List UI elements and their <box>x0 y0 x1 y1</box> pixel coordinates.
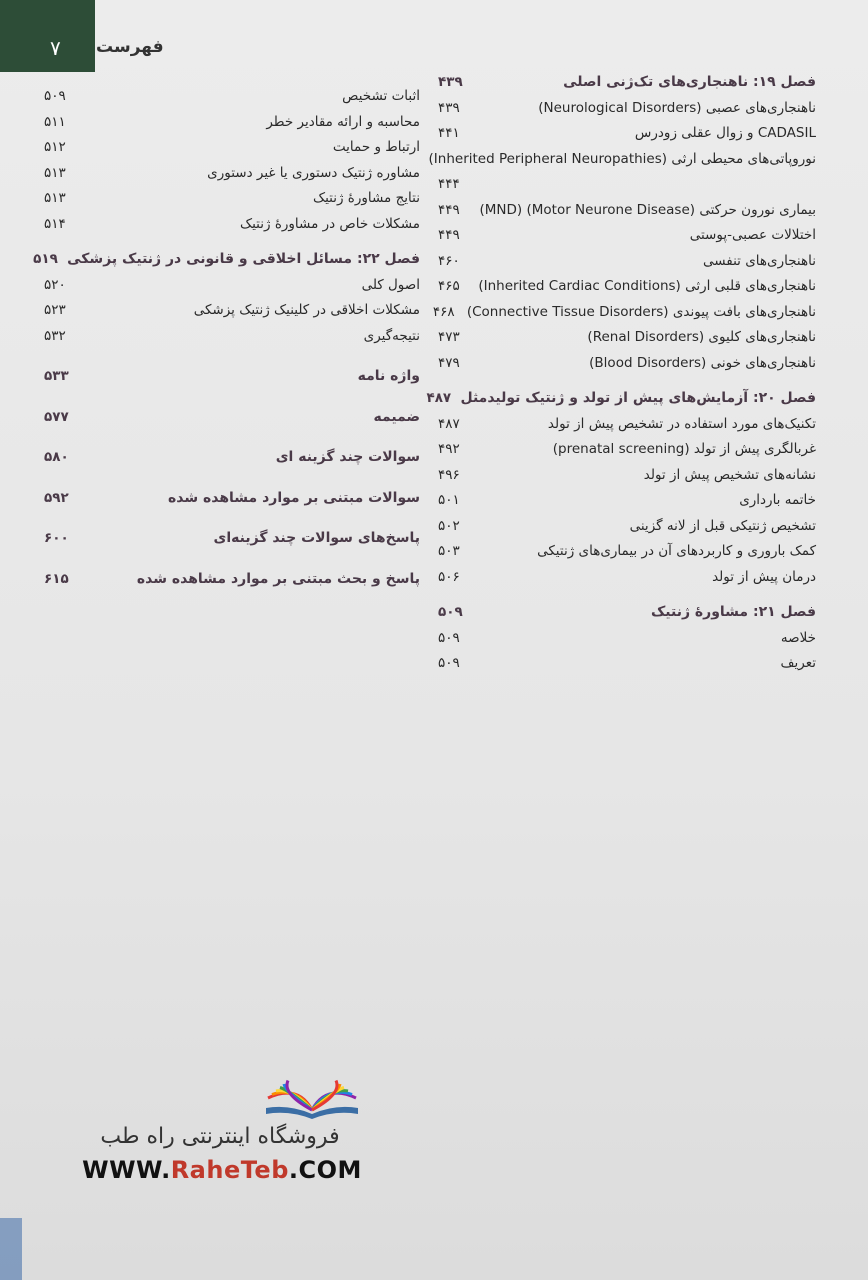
toc-entry <box>438 274 816 300</box>
entry-page-number: ۴۴۱ <box>438 125 460 142</box>
entry-title: تعریف <box>780 655 816 672</box>
entry-title: محاسبه و ارائه مقادیر خطر <box>266 113 420 130</box>
toc-spacer <box>44 471 420 486</box>
entry-title: فصل ۲۱: مشاورهٔ ژنتیک <box>650 604 816 621</box>
toc-entry <box>44 324 420 350</box>
toc-entry <box>438 514 816 540</box>
entry-page-number: ۵۰۹ <box>44 88 66 105</box>
entry-page-number: ۴۷۳ <box>438 329 460 346</box>
entry-page-number: ۴۴۹ <box>438 227 460 244</box>
chapter-heading <box>438 70 816 96</box>
chapter-heading <box>438 600 816 626</box>
entry-title: اختلالات عصبی-پوستی <box>689 227 816 244</box>
entry-title: درمان پیش از تولد <box>712 568 816 585</box>
entry-page-number: ۵۰۹ <box>438 604 463 621</box>
entry-page-number: ۴۸۷ <box>426 390 452 407</box>
toc-entry <box>44 273 420 299</box>
section-heading <box>44 567 420 593</box>
toc-entry <box>44 161 420 187</box>
entry-title: سوالات مبتنی بر موارد مشاهده شده <box>168 489 420 506</box>
entry-page-number: ۵۱۲ <box>44 139 66 156</box>
toc-entry <box>438 626 816 652</box>
chapter-heading <box>426 386 816 412</box>
toc-entry <box>438 565 816 591</box>
entry-title: ضمیمه <box>373 408 420 425</box>
entry-title: تکنیک‌های مورد استفاده در تشخیص پیش از تولد <box>547 415 816 432</box>
entry-title: ناهنجاری‌های خونی (Blood Disorders) <box>589 354 816 371</box>
entry-title: کمک باروری و کاربردهای آن در بیماری‌های ژنتیکی <box>537 543 816 560</box>
toc-right-column <box>426 70 816 677</box>
entry-page-number: ۵۱۴ <box>44 215 66 232</box>
entry-page-number: ۴۶۰ <box>438 252 460 269</box>
toc-entry <box>438 325 816 351</box>
entry-page-number: ۵۱۳ <box>44 164 66 181</box>
entry-page-number: ۵۱۱ <box>44 113 66 130</box>
entry-title: پاسخ و بحث مبتنی بر موارد مشاهده شده <box>136 570 420 587</box>
entry-title: فصل ۲۰: آزمایش‌های پیش از تولد و ژنتیک تولیدمثل <box>460 390 816 407</box>
toc-spacer <box>44 390 420 405</box>
header-tab <box>0 0 95 72</box>
entry-page-number: ۵۰۳ <box>438 543 460 560</box>
page-number: ۷ <box>50 36 61 60</box>
url-suffix: .COM <box>288 1156 362 1184</box>
section-heading <box>44 486 420 512</box>
entry-title: ناهنجاری‌های بافت پیوندی (Connective Tissue Disorders) <box>466 303 816 320</box>
toc-entry <box>432 300 816 326</box>
toc-spacer <box>44 430 420 445</box>
toc-entry <box>438 437 816 463</box>
toc-spacer <box>44 349 420 364</box>
entry-page-number: ۴۳۹ <box>438 99 460 116</box>
toc-entry <box>438 463 816 489</box>
entry-title: واژه نامه <box>357 368 420 385</box>
entry-page-number: ۵۲۰ <box>44 276 66 293</box>
toc-entry <box>44 186 420 212</box>
entry-page-number: ۵۸۰ <box>44 449 69 466</box>
corner-mark <box>0 1218 22 1280</box>
toc-entry <box>44 110 420 136</box>
entry-page-number: ۵۷۷ <box>44 408 69 425</box>
entry-page-number: ۴۸۷ <box>438 415 460 432</box>
entry-title: مشکلات اخلاقی در کلینیک ژنتیک پزشکی <box>193 302 420 319</box>
chapter-heading <box>33 247 420 273</box>
entry-title: اثبات تشخیص <box>342 88 420 105</box>
entry-page-number: ۵۰۶ <box>438 568 460 585</box>
entry-page-number: ۴۳۹ <box>438 74 463 91</box>
entry-page-number: ۵۹۲ <box>44 489 69 506</box>
entry-page-number: ۵۰۱ <box>438 492 460 509</box>
entry-page-number: ۵۰۹ <box>438 655 460 672</box>
entry-page-number: ۴۹۶ <box>438 466 460 483</box>
entry-title: نوروپاتی‌های محیطی ارثی (Inherited Peripheral Neuropathies) <box>428 150 816 167</box>
toc-entry <box>438 488 816 514</box>
section-heading <box>44 364 420 390</box>
entry-page-number: ۴۹۲ <box>438 441 460 458</box>
toc-spacer <box>438 376 816 386</box>
toc-entry <box>438 96 816 122</box>
toc-entry <box>44 298 420 324</box>
entry-title: اصول کلی <box>361 276 420 293</box>
toc-entry <box>438 351 816 377</box>
entry-title: نشانه‌های تشخیص پیش از تولد <box>643 466 816 483</box>
entry-title: خاتمه بارداری <box>739 492 816 509</box>
page-title: فهرست <box>96 37 164 57</box>
url-prefix: WWW. <box>82 1156 171 1184</box>
entry-page-number: ۵۰۲ <box>438 517 460 534</box>
toc-entry <box>44 84 420 110</box>
toc-entry <box>438 223 816 249</box>
entry-page-number: ۵۲۳ <box>44 302 66 319</box>
entry-title: ناهنجاری‌های عصبی (Neurological Disorders) <box>538 99 816 116</box>
entry-title: بیماری نورون حرکتی (Motor Neurone Disease) (MND) <box>479 201 816 218</box>
entry-page-number: ۵۰۹ <box>438 629 460 646</box>
entry-page-number: ۴۶۸ <box>432 303 455 320</box>
entry-title: پاسخ‌های سوالات چند گزینه‌ای <box>213 530 420 547</box>
toc-spacer <box>44 237 420 247</box>
entry-title: فصل ۲۲: مسائل اخلاقی و قانونی در ژنتیک پزشکی <box>67 251 420 268</box>
entry-page-number: ۴۶۵ <box>438 278 460 295</box>
entry-title: تشخیص ژنتیکی قبل از لانه گزینی <box>629 517 816 534</box>
section-heading <box>44 445 420 471</box>
entry-title: سوالات چند گزینه ای <box>275 449 420 466</box>
toc-spacer <box>438 590 816 600</box>
entry-title: ناهنجاری‌های تنفسی <box>702 252 816 269</box>
section-heading <box>44 526 420 552</box>
entry-title: خلاصه <box>780 629 816 646</box>
entry-title: نتایج مشاورهٔ ژنتیک <box>312 190 420 207</box>
entry-page-number: ۴۴۹ <box>438 201 460 218</box>
entry-title: مشاوره ژنتیک دستوری یا غیر دستوری <box>207 164 420 181</box>
entry-page-number: ۵۳۳ <box>44 368 69 385</box>
toc-entry <box>438 121 816 147</box>
store-name: فروشگاه اینترنتی راه طب <box>100 1124 340 1149</box>
entry-title: مشکلات خاص در مشاورهٔ ژنتیک <box>240 215 420 232</box>
toc-entry <box>44 135 420 161</box>
rainbow-book-icon <box>262 1074 362 1120</box>
toc-entry <box>438 651 816 677</box>
entry-page-number: ۵۱۳ <box>44 190 66 207</box>
toc-entry <box>44 212 420 238</box>
entry-title: ارتباط و حمایت <box>332 139 420 156</box>
toc-entry <box>438 198 816 224</box>
entry-page-number: ۵۱۹ <box>33 251 58 268</box>
toc-entry <box>438 172 816 198</box>
entry-title: نتیجه‌گیری <box>363 327 420 344</box>
entry-page-number: ۴۴۴ <box>438 176 460 193</box>
entry-page-number: ۵۳۲ <box>44 327 66 344</box>
entry-title: غربالگری پیش از تولد (prenatal screening) <box>552 441 816 458</box>
entry-title: فصل ۱۹: ناهنجاری‌های تک‌ژنی اصلی <box>563 74 816 91</box>
entry-page-number: ۶۰۰ <box>44 530 69 547</box>
store-url <box>72 1156 372 1184</box>
entry-page-number: ۴۷۹ <box>438 354 460 371</box>
toc-entry <box>428 147 816 173</box>
entry-page-number: ۶۱۵ <box>44 570 69 587</box>
url-brand: RaheTeb <box>170 1156 289 1184</box>
toc-entry <box>438 412 816 438</box>
toc-left-column <box>33 84 420 592</box>
toc-entry <box>438 249 816 275</box>
toc-entry <box>438 539 816 565</box>
toc-spacer <box>44 511 420 526</box>
section-heading <box>44 405 420 431</box>
entry-title: ناهنجاری‌های کلیوی (Renal Disorders) <box>587 329 816 346</box>
entry-title: ناهنجاری‌های قلبی ارثی (Inherited Cardiac Conditions) <box>478 278 816 295</box>
entry-title: CADASIL و زوال عقلی زودرس <box>634 125 816 142</box>
toc-spacer <box>44 552 420 567</box>
